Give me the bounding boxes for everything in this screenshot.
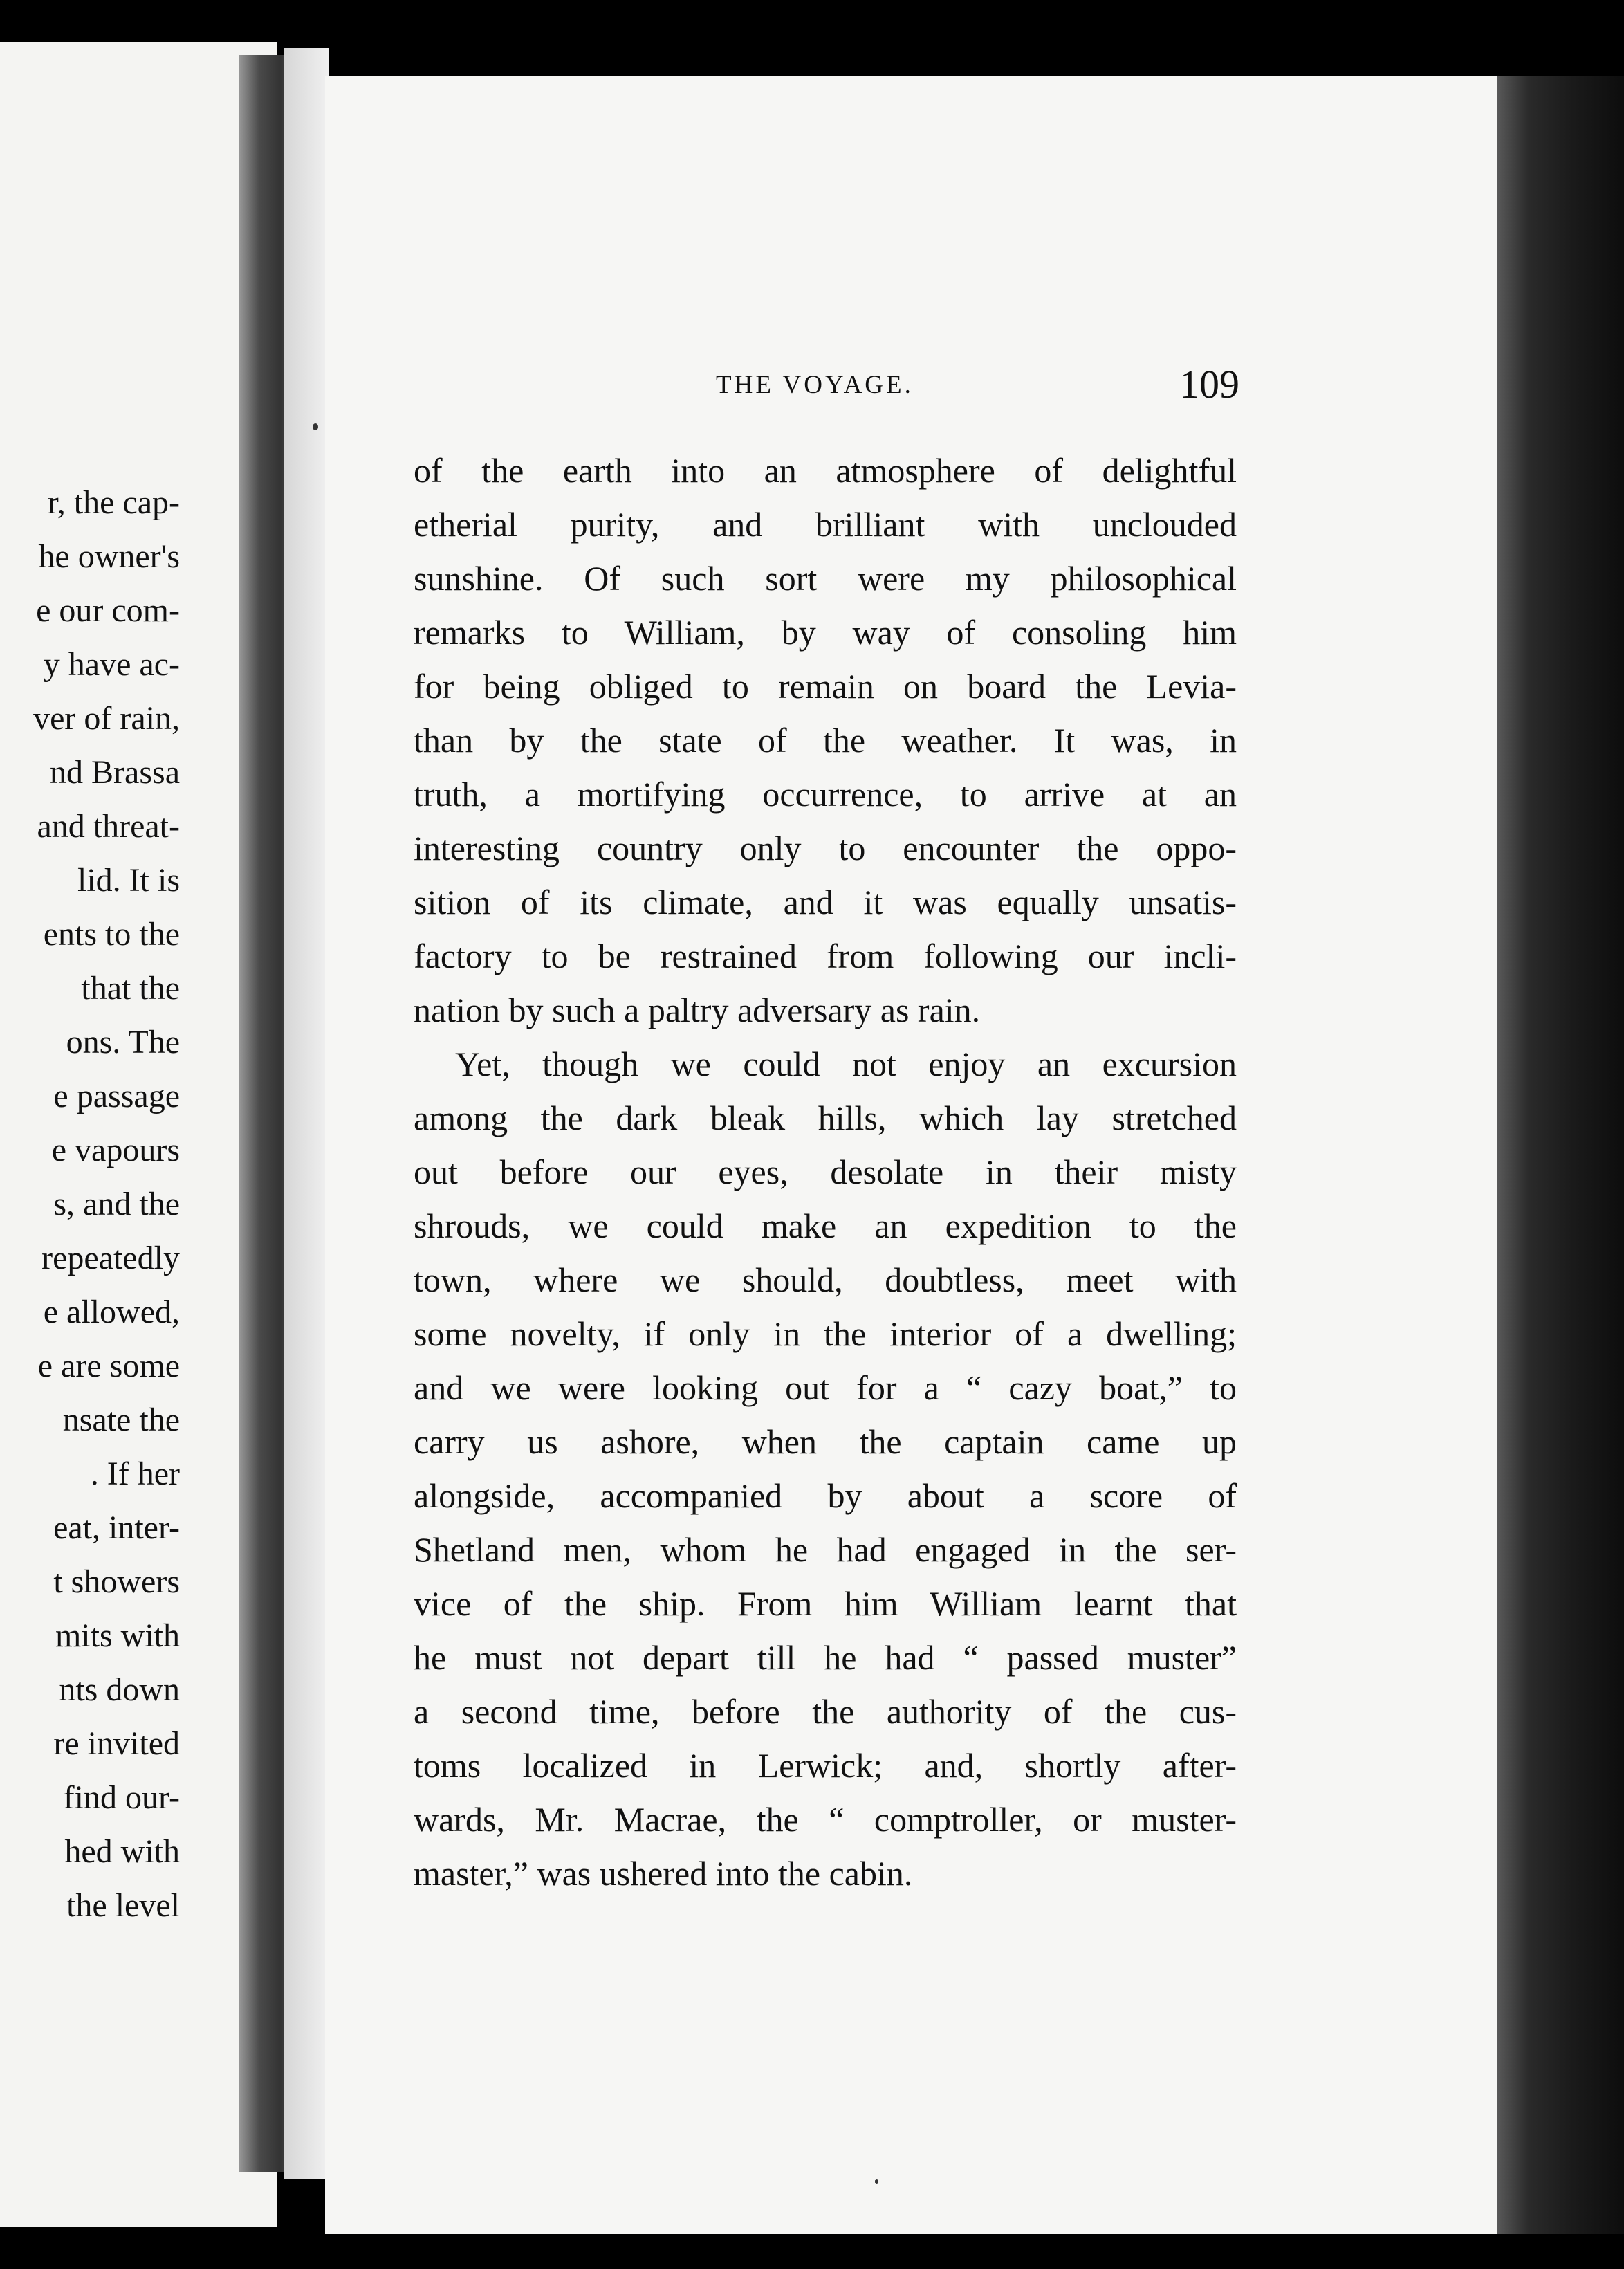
text-line: carry us ashore, when the captain came up <box>414 1422 1237 1461</box>
left-page-line: s, and the <box>53 1186 180 1222</box>
left-page-line: find our- <box>63 1779 180 1816</box>
paragraph <box>414 1037 1237 1900</box>
left-page-line: and threat- <box>37 808 180 845</box>
left-page-line: e our com- <box>36 592 180 629</box>
text-line: among the dark bleak hills, which lay stretched <box>414 1099 1237 1137</box>
text-line: Shetland men, whom he had engaged in the ser- <box>414 1530 1237 1569</box>
text-line: vice of the ship. From him William learnt that <box>414 1584 1237 1623</box>
text-line: and we were looking out for a “ cazy boat,” to <box>414 1368 1237 1407</box>
running-head: THE VOYAGE. <box>716 371 914 399</box>
scan-speck <box>875 2179 878 2184</box>
text-line: toms localized in Lerwick; and, shortly after- <box>414 1746 1237 1785</box>
text-line: sunshine. Of such sort were my philosophical <box>414 559 1237 598</box>
page-number: 109 <box>1179 362 1239 407</box>
text-line: alongside, accompanied by about a score of <box>414 1476 1237 1515</box>
text-line: out before our eyes, desolate in their misty <box>414 1152 1237 1191</box>
gutter-highlight <box>284 48 329 2179</box>
text-line: truth, a mortifying occurrence, to arrive at an <box>414 775 1237 814</box>
left-page-line: ons. The <box>66 1024 180 1060</box>
text-line: interesting country only to encounter the oppo- <box>414 829 1237 867</box>
left-page-line: ver of rain, <box>33 700 180 737</box>
left-page-line: the level <box>66 1887 180 1924</box>
left-page-line: mits with <box>55 1617 180 1654</box>
left-page-line: repeatedly <box>41 1240 180 1276</box>
left-page-line: lid. It is <box>77 862 180 899</box>
text-line: than by the state of the weather. It was, in <box>414 721 1237 760</box>
text-line: wards, Mr. Macrae, the “ comptroller, or muster- <box>414 1800 1237 1839</box>
left-page-line: re invited <box>53 1725 180 1762</box>
text-line: a second time, before the authority of the cus- <box>414 1692 1237 1731</box>
page-edge-shadow <box>1497 76 1624 2234</box>
left-page-line: e vapours <box>51 1132 180 1168</box>
scan-speck <box>313 423 318 430</box>
text-line: some novelty, if only in the interior of a dwelling; <box>414 1314 1237 1353</box>
left-page-text <box>0 476 180 1933</box>
left-page-line: nts down <box>59 1671 180 1708</box>
left-page-line: . If her <box>90 1455 180 1492</box>
text-line: shrouds, we could make an expedition to the <box>414 1206 1237 1245</box>
left-page-line: y have ac- <box>43 646 180 683</box>
text-line: for being obliged to remain on board the Levia- <box>414 667 1237 706</box>
text-line: master,” was ushered into the cabin. <box>414 1854 913 1893</box>
text-line: of the earth into an atmosphere of delightful <box>414 451 1237 490</box>
left-page-line: e allowed, <box>43 1294 180 1330</box>
left-page-line: ents to the <box>43 916 180 953</box>
left-page-line: eat, inter- <box>53 1509 180 1546</box>
text-line: sition of its climate, and it was equally unsatis- <box>414 883 1237 921</box>
left-page-line: e passage <box>53 1078 180 1114</box>
text-line: nation by such a paltry adversary as rain. <box>414 991 981 1029</box>
text-line: town, where we should, doubtless, meet with <box>414 1260 1237 1299</box>
left-page-line: he owner's <box>38 538 180 575</box>
text-line: factory to be restrained from following our incli- <box>414 937 1237 975</box>
left-page-line: nsate the <box>62 1402 180 1438</box>
text-line: he must not depart till he had “ passed muster” <box>414 1638 1237 1677</box>
text-line: Yet, though we could not enjoy an excursion <box>455 1045 1237 1083</box>
left-page-line: e are some <box>37 1348 180 1384</box>
left-page-line: t showers <box>53 1563 180 1600</box>
left-page-line: r, the cap- <box>47 484 180 521</box>
text-line: remarks to William, by way of consoling him <box>414 613 1237 652</box>
left-page-line: hed with <box>64 1833 180 1870</box>
left-page-line: nd Brassa <box>50 754 180 791</box>
left-page-line: that the <box>81 970 180 1007</box>
paragraph <box>414 443 1237 1037</box>
left-page <box>0 42 277 2227</box>
text-line: etherial purity, and brilliant with unclouded <box>414 505 1237 544</box>
body-text <box>414 443 1237 1900</box>
